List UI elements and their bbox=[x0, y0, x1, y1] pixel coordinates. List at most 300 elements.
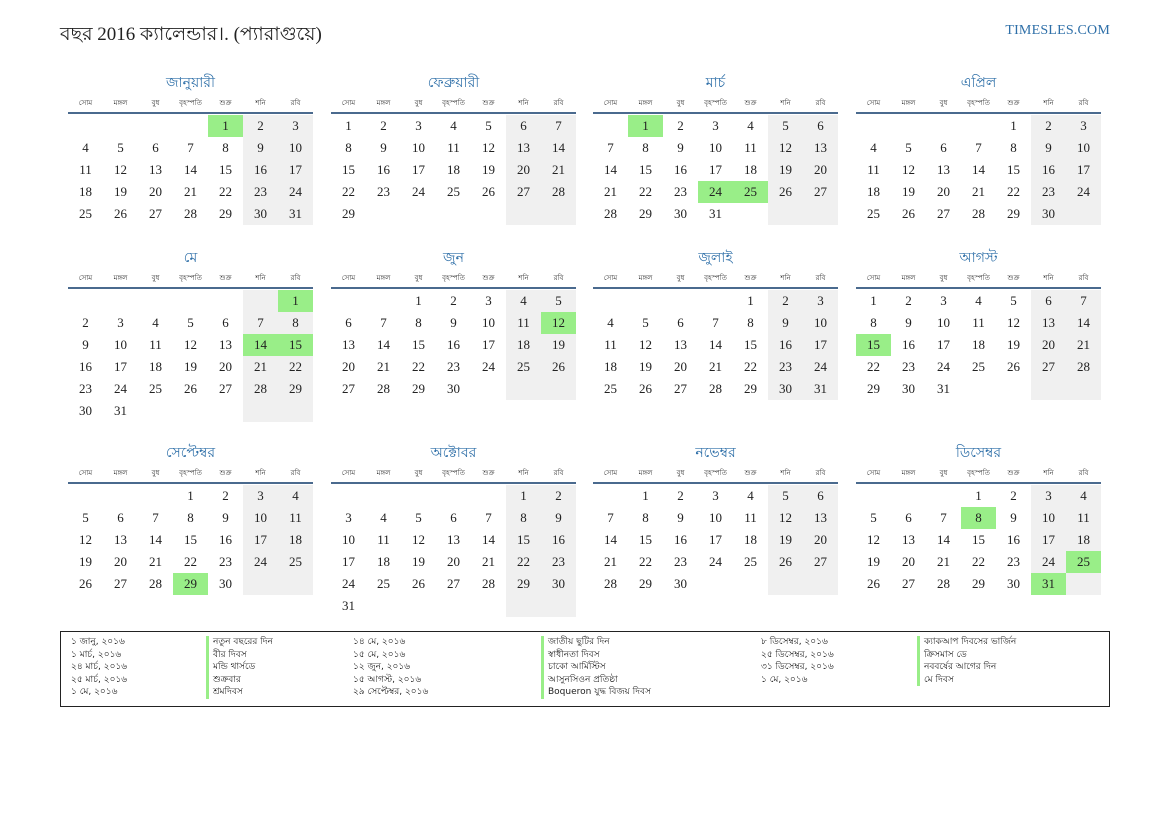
day-cell[interactable]: 26 bbox=[541, 356, 576, 378]
day-cell[interactable]: 18 bbox=[744, 532, 757, 547]
day-cell[interactable]: 12 bbox=[114, 162, 127, 177]
day-cell[interactable]: 2 bbox=[82, 315, 89, 330]
day-cell[interactable]: 1 bbox=[415, 293, 422, 308]
day-cell[interactable]: 28 bbox=[377, 381, 390, 396]
day-cell[interactable]: 10 bbox=[1066, 137, 1101, 159]
day-cell[interactable]: 6 bbox=[803, 485, 838, 507]
day-cell[interactable]: 27 bbox=[902, 576, 915, 591]
day-cell[interactable]: 7 bbox=[1066, 290, 1101, 312]
day-cell[interactable]: 6 bbox=[1031, 290, 1066, 312]
day-cell[interactable]: 29 bbox=[278, 378, 313, 400]
day-cell[interactable]: 8 bbox=[642, 510, 649, 525]
day-cell[interactable]: 1 bbox=[870, 293, 877, 308]
day-cell[interactable]: 5 bbox=[768, 485, 803, 507]
day-cell[interactable]: 19 bbox=[79, 554, 92, 569]
day-cell[interactable]: 22 bbox=[744, 359, 757, 374]
day-cell[interactable]: 29 bbox=[173, 573, 208, 595]
day-cell[interactable]: 21 bbox=[149, 554, 162, 569]
day-cell[interactable]: 21 bbox=[604, 184, 617, 199]
day-cell[interactable]: 20 bbox=[674, 359, 687, 374]
day-cell[interactable]: 8 bbox=[870, 315, 877, 330]
day-cell[interactable]: 10 bbox=[412, 140, 425, 155]
day-cell[interactable]: 27 bbox=[674, 381, 687, 396]
day-cell[interactable]: 8 bbox=[222, 140, 229, 155]
day-cell[interactable]: 10 bbox=[278, 137, 313, 159]
day-cell[interactable]: 26 bbox=[902, 206, 915, 221]
day-cell[interactable]: 16 bbox=[674, 532, 687, 547]
day-cell[interactable]: 19 bbox=[114, 184, 127, 199]
day-cell[interactable]: 3 bbox=[117, 315, 124, 330]
day-cell[interactable]: 19 bbox=[541, 334, 576, 356]
day-cell[interactable]: 18 bbox=[1066, 529, 1101, 551]
day-cell[interactable]: 20 bbox=[506, 159, 541, 181]
day-cell[interactable]: 15 bbox=[219, 162, 232, 177]
day-cell[interactable]: 15 bbox=[639, 532, 652, 547]
day-cell[interactable]: 17 bbox=[482, 337, 495, 352]
day-cell[interactable]: 27 bbox=[149, 206, 162, 221]
day-cell[interactable]: 28 bbox=[482, 576, 495, 591]
day-cell[interactable]: 9 bbox=[380, 140, 387, 155]
day-cell[interactable]: 9 bbox=[1010, 510, 1017, 525]
day-cell[interactable]: 27 bbox=[1031, 356, 1066, 378]
day-cell[interactable]: 21 bbox=[937, 554, 950, 569]
day-cell[interactable]: 26 bbox=[867, 576, 880, 591]
day-cell[interactable]: 24 bbox=[1031, 551, 1066, 573]
day-cell[interactable]: 27 bbox=[937, 206, 950, 221]
day-cell[interactable]: 9 bbox=[450, 315, 457, 330]
day-cell[interactable]: 23 bbox=[902, 359, 915, 374]
day-cell[interactable]: 25 bbox=[972, 359, 985, 374]
day-cell[interactable]: 17 bbox=[803, 334, 838, 356]
day-cell[interactable]: 8 bbox=[642, 140, 649, 155]
day-cell[interactable]: 8 bbox=[1010, 140, 1017, 155]
day-cell[interactable]: 18 bbox=[377, 554, 390, 569]
day-cell[interactable]: 1 bbox=[642, 488, 649, 503]
day-cell[interactable]: 25 bbox=[604, 381, 617, 396]
day-cell[interactable]: 7 bbox=[940, 510, 947, 525]
day-cell[interactable]: 4 bbox=[82, 140, 89, 155]
day-cell[interactable]: 16 bbox=[243, 159, 278, 181]
day-cell[interactable]: 3 bbox=[803, 290, 838, 312]
day-cell[interactable]: 14 bbox=[184, 162, 197, 177]
day-cell[interactable]: 17 bbox=[1031, 529, 1066, 551]
day-cell[interactable]: 16 bbox=[1031, 159, 1066, 181]
day-cell[interactable]: 15 bbox=[639, 162, 652, 177]
day-cell[interactable]: 2 bbox=[768, 290, 803, 312]
day-cell[interactable]: 7 bbox=[607, 140, 614, 155]
day-cell[interactable]: 16 bbox=[447, 337, 460, 352]
day-cell[interactable]: 25 bbox=[733, 181, 768, 203]
day-cell[interactable]: 2 bbox=[905, 293, 912, 308]
day-cell[interactable]: 14 bbox=[1066, 312, 1101, 334]
day-cell[interactable]: 12 bbox=[867, 532, 880, 547]
day-cell[interactable]: 23 bbox=[79, 381, 92, 396]
day-cell[interactable]: 17 bbox=[412, 162, 425, 177]
day-cell[interactable]: 3 bbox=[712, 488, 719, 503]
day-cell[interactable]: 8 bbox=[415, 315, 422, 330]
day-cell[interactable]: 26 bbox=[639, 381, 652, 396]
day-cell[interactable]: 30 bbox=[674, 206, 687, 221]
day-cell[interactable]: 2 bbox=[1010, 488, 1017, 503]
day-cell[interactable]: 20 bbox=[342, 359, 355, 374]
day-cell[interactable]: 23 bbox=[1007, 554, 1020, 569]
day-cell[interactable]: 19 bbox=[867, 554, 880, 569]
day-cell[interactable]: 23 bbox=[243, 181, 278, 203]
day-cell[interactable]: 8 bbox=[345, 140, 352, 155]
day-cell[interactable]: 15 bbox=[342, 162, 355, 177]
day-cell[interactable]: 17 bbox=[114, 359, 127, 374]
day-cell[interactable]: 17 bbox=[709, 532, 722, 547]
day-cell[interactable]: 12 bbox=[1007, 315, 1020, 330]
day-cell[interactable]: 30 bbox=[1007, 576, 1020, 591]
day-cell[interactable]: 9 bbox=[905, 315, 912, 330]
day-cell[interactable]: 13 bbox=[674, 337, 687, 352]
day-cell[interactable]: 14 bbox=[149, 532, 162, 547]
day-cell[interactable]: 11 bbox=[604, 337, 617, 352]
day-cell[interactable]: 4 bbox=[607, 315, 614, 330]
day-cell[interactable]: 13 bbox=[114, 532, 127, 547]
day-cell[interactable]: 21 bbox=[604, 554, 617, 569]
day-cell[interactable]: 21 bbox=[541, 159, 576, 181]
day-cell[interactable]: 20 bbox=[447, 554, 460, 569]
day-cell[interactable]: 21 bbox=[709, 359, 722, 374]
day-cell[interactable]: 16 bbox=[377, 162, 390, 177]
day-cell[interactable]: 13 bbox=[342, 337, 355, 352]
day-cell[interactable]: 6 bbox=[905, 510, 912, 525]
day-cell[interactable]: 13 bbox=[219, 337, 232, 352]
day-cell[interactable]: 29 bbox=[639, 576, 652, 591]
day-cell[interactable]: 2 bbox=[677, 118, 684, 133]
day-cell[interactable]: 25 bbox=[447, 184, 460, 199]
day-cell[interactable]: 20 bbox=[937, 184, 950, 199]
day-cell[interactable]: 11 bbox=[972, 315, 985, 330]
day-cell[interactable]: 25 bbox=[506, 356, 541, 378]
day-cell[interactable]: 9 bbox=[82, 337, 89, 352]
day-cell[interactable]: 27 bbox=[506, 181, 541, 203]
day-cell[interactable]: 9 bbox=[677, 510, 684, 525]
day-cell[interactable]: 18 bbox=[447, 162, 460, 177]
day-cell[interactable]: 8 bbox=[187, 510, 194, 525]
day-cell[interactable]: 29 bbox=[744, 381, 757, 396]
day-cell[interactable]: 13 bbox=[803, 137, 838, 159]
day-cell[interactable]: 21 bbox=[1066, 334, 1101, 356]
day-cell[interactable]: 24 bbox=[937, 359, 950, 374]
day-cell[interactable]: 11 bbox=[1066, 507, 1101, 529]
day-cell[interactable]: 23 bbox=[447, 359, 460, 374]
day-cell[interactable]: 31 bbox=[709, 206, 722, 221]
day-cell[interactable]: 28 bbox=[937, 576, 950, 591]
day-cell[interactable]: 10 bbox=[1031, 507, 1066, 529]
day-cell[interactable]: 28 bbox=[604, 576, 617, 591]
day-cell[interactable]: 12 bbox=[412, 532, 425, 547]
day-cell[interactable]: 17 bbox=[937, 337, 950, 352]
day-cell[interactable]: 24 bbox=[278, 181, 313, 203]
day-cell[interactable]: 6 bbox=[152, 140, 159, 155]
day-cell[interactable]: 18 bbox=[506, 334, 541, 356]
day-cell[interactable]: 2 bbox=[541, 485, 576, 507]
day-cell[interactable]: 10 bbox=[937, 315, 950, 330]
day-cell[interactable]: 24 bbox=[698, 181, 733, 203]
day-cell[interactable]: 26 bbox=[79, 576, 92, 591]
day-cell[interactable]: 17 bbox=[278, 159, 313, 181]
day-cell[interactable]: 7 bbox=[541, 115, 576, 137]
day-cell[interactable]: 23 bbox=[541, 551, 576, 573]
day-cell[interactable]: 13 bbox=[803, 507, 838, 529]
day-cell[interactable]: 12 bbox=[768, 137, 803, 159]
day-cell[interactable]: 10 bbox=[803, 312, 838, 334]
day-cell[interactable]: 29 bbox=[342, 206, 355, 221]
day-cell[interactable]: 9 bbox=[1031, 137, 1066, 159]
day-cell[interactable]: 14 bbox=[604, 162, 617, 177]
day-cell[interactable]: 11 bbox=[744, 510, 757, 525]
day-cell[interactable]: 20 bbox=[803, 529, 838, 551]
day-cell[interactable]: 3 bbox=[1031, 485, 1066, 507]
day-cell[interactable]: 28 bbox=[243, 378, 278, 400]
day-cell[interactable]: 9 bbox=[677, 140, 684, 155]
day-cell[interactable]: 13 bbox=[149, 162, 162, 177]
day-cell[interactable]: 7 bbox=[485, 510, 492, 525]
day-cell[interactable]: 4 bbox=[506, 290, 541, 312]
day-cell[interactable]: 27 bbox=[447, 576, 460, 591]
day-cell[interactable]: 27 bbox=[803, 181, 838, 203]
day-cell[interactable]: 26 bbox=[482, 184, 495, 199]
day-cell[interactable]: 1 bbox=[975, 488, 982, 503]
day-cell[interactable]: 24 bbox=[709, 554, 722, 569]
day-cell[interactable]: 23 bbox=[1031, 181, 1066, 203]
day-cell[interactable]: 29 bbox=[412, 381, 425, 396]
day-cell[interactable]: 8 bbox=[506, 507, 541, 529]
day-cell[interactable]: 31 bbox=[937, 381, 950, 396]
day-cell[interactable]: 27 bbox=[342, 381, 355, 396]
day-cell[interactable]: 11 bbox=[79, 162, 92, 177]
day-cell[interactable]: 5 bbox=[117, 140, 124, 155]
day-cell[interactable]: 4 bbox=[1066, 485, 1101, 507]
day-cell[interactable]: 21 bbox=[972, 184, 985, 199]
day-cell[interactable]: 27 bbox=[803, 551, 838, 573]
day-cell[interactable]: 28 bbox=[541, 181, 576, 203]
day-cell[interactable]: 11 bbox=[278, 507, 313, 529]
day-cell[interactable]: 10 bbox=[709, 510, 722, 525]
day-cell[interactable]: 11 bbox=[506, 312, 541, 334]
day-cell[interactable]: 18 bbox=[867, 184, 880, 199]
day-cell[interactable]: 3 bbox=[345, 510, 352, 525]
day-cell[interactable]: 7 bbox=[152, 510, 159, 525]
day-cell[interactable]: 5 bbox=[1010, 293, 1017, 308]
day-cell[interactable]: 6 bbox=[506, 115, 541, 137]
day-cell[interactable]: 28 bbox=[709, 381, 722, 396]
day-cell[interactable]: 15 bbox=[972, 532, 985, 547]
day-cell[interactable]: 12 bbox=[902, 162, 915, 177]
day-cell[interactable]: 12 bbox=[184, 337, 197, 352]
day-cell[interactable]: 3 bbox=[278, 115, 313, 137]
day-cell[interactable]: 1 bbox=[628, 115, 663, 137]
day-cell[interactable]: 31 bbox=[1031, 573, 1066, 595]
day-cell[interactable]: 22 bbox=[506, 551, 541, 573]
day-cell[interactable]: 14 bbox=[972, 162, 985, 177]
day-cell[interactable]: 8 bbox=[961, 507, 996, 529]
day-cell[interactable]: 7 bbox=[243, 312, 278, 334]
day-cell[interactable]: 31 bbox=[803, 378, 838, 400]
day-cell[interactable]: 5 bbox=[768, 115, 803, 137]
day-cell[interactable]: 5 bbox=[642, 315, 649, 330]
day-cell[interactable]: 1 bbox=[506, 485, 541, 507]
day-cell[interactable]: 19 bbox=[902, 184, 915, 199]
day-cell[interactable]: 14 bbox=[482, 532, 495, 547]
day-cell[interactable]: 17 bbox=[1066, 159, 1101, 181]
day-cell[interactable]: 3 bbox=[712, 118, 719, 133]
day-cell[interactable]: 23 bbox=[377, 184, 390, 199]
day-cell[interactable]: 11 bbox=[447, 140, 460, 155]
day-cell[interactable]: 20 bbox=[149, 184, 162, 199]
day-cell[interactable]: 14 bbox=[243, 334, 278, 356]
day-cell[interactable]: 9 bbox=[243, 137, 278, 159]
day-cell[interactable]: 19 bbox=[639, 359, 652, 374]
day-cell[interactable]: 19 bbox=[482, 162, 495, 177]
day-cell[interactable]: 11 bbox=[744, 140, 757, 155]
day-cell[interactable]: 15 bbox=[1007, 162, 1020, 177]
day-cell[interactable]: 29 bbox=[972, 576, 985, 591]
day-cell[interactable]: 27 bbox=[114, 576, 127, 591]
day-cell[interactable]: 1 bbox=[345, 118, 352, 133]
day-cell[interactable]: 5 bbox=[82, 510, 89, 525]
day-cell[interactable]: 14 bbox=[937, 532, 950, 547]
day-cell[interactable]: 3 bbox=[1066, 115, 1101, 137]
day-cell[interactable]: 1 bbox=[1010, 118, 1017, 133]
day-cell[interactable]: 23 bbox=[219, 554, 232, 569]
day-cell[interactable]: 22 bbox=[278, 356, 313, 378]
day-cell[interactable]: 7 bbox=[975, 140, 982, 155]
day-cell[interactable]: 9 bbox=[222, 510, 229, 525]
day-cell[interactable]: 24 bbox=[1066, 181, 1101, 203]
day-cell[interactable]: 20 bbox=[219, 359, 232, 374]
day-cell[interactable]: 19 bbox=[184, 359, 197, 374]
day-cell[interactable]: 22 bbox=[639, 554, 652, 569]
day-cell[interactable]: 15 bbox=[184, 532, 197, 547]
day-cell[interactable]: 13 bbox=[937, 162, 950, 177]
day-cell[interactable]: 18 bbox=[744, 162, 757, 177]
day-cell[interactable]: 22 bbox=[219, 184, 232, 199]
day-cell[interactable]: 30 bbox=[902, 381, 915, 396]
day-cell[interactable]: 15 bbox=[412, 337, 425, 352]
day-cell[interactable]: 6 bbox=[117, 510, 124, 525]
day-cell[interactable]: 20 bbox=[114, 554, 127, 569]
day-cell[interactable]: 8 bbox=[278, 312, 313, 334]
day-cell[interactable]: 4 bbox=[278, 485, 313, 507]
day-cell[interactable]: 6 bbox=[450, 510, 457, 525]
day-cell[interactable]: 25 bbox=[1066, 551, 1101, 573]
day-cell[interactable]: 13 bbox=[447, 532, 460, 547]
day-cell[interactable]: 11 bbox=[149, 337, 162, 352]
day-cell[interactable]: 5 bbox=[187, 315, 194, 330]
day-cell[interactable]: 21 bbox=[482, 554, 495, 569]
day-cell[interactable]: 10 bbox=[482, 315, 495, 330]
day-cell[interactable]: 18 bbox=[972, 337, 985, 352]
day-cell[interactable]: 28 bbox=[604, 206, 617, 221]
day-cell[interactable]: 30 bbox=[1031, 203, 1066, 225]
day-cell[interactable]: 4 bbox=[975, 293, 982, 308]
day-cell[interactable]: 26 bbox=[114, 206, 127, 221]
day-cell[interactable]: 23 bbox=[674, 184, 687, 199]
day-cell[interactable]: 3 bbox=[940, 293, 947, 308]
day-cell[interactable]: 30 bbox=[219, 576, 232, 591]
day-cell[interactable]: 24 bbox=[803, 356, 838, 378]
day-cell[interactable]: 13 bbox=[902, 532, 915, 547]
day-cell[interactable]: 1 bbox=[747, 293, 754, 308]
day-cell[interactable]: 10 bbox=[243, 507, 278, 529]
day-cell[interactable]: 3 bbox=[243, 485, 278, 507]
day-cell[interactable]: 16 bbox=[219, 532, 232, 547]
day-cell[interactable]: 5 bbox=[541, 290, 576, 312]
day-cell[interactable]: 19 bbox=[412, 554, 425, 569]
day-cell[interactable]: 30 bbox=[541, 573, 576, 595]
day-cell[interactable]: 17 bbox=[243, 529, 278, 551]
day-cell[interactable]: 5 bbox=[415, 510, 422, 525]
day-cell[interactable]: 24 bbox=[342, 576, 355, 591]
site-brand-link[interactable]: TIMESLES.COM bbox=[1005, 23, 1110, 38]
day-cell[interactable]: 5 bbox=[485, 118, 492, 133]
day-cell[interactable]: 24 bbox=[412, 184, 425, 199]
day-cell[interactable]: 14 bbox=[604, 532, 617, 547]
day-cell[interactable]: 15 bbox=[506, 529, 541, 551]
day-cell[interactable]: 6 bbox=[677, 315, 684, 330]
day-cell[interactable]: 28 bbox=[1066, 356, 1101, 378]
day-cell[interactable]: 25 bbox=[377, 576, 390, 591]
day-cell[interactable]: 24 bbox=[114, 381, 127, 396]
day-cell[interactable]: 11 bbox=[867, 162, 880, 177]
day-cell[interactable]: 25 bbox=[278, 551, 313, 573]
day-cell[interactable]: 15 bbox=[856, 334, 891, 356]
day-cell[interactable]: 2 bbox=[1031, 115, 1066, 137]
day-cell[interactable]: 31 bbox=[114, 403, 127, 418]
day-cell[interactable]: 16 bbox=[79, 359, 92, 374]
day-cell[interactable]: 22 bbox=[184, 554, 197, 569]
day-cell[interactable]: 29 bbox=[219, 206, 232, 221]
day-cell[interactable]: 21 bbox=[184, 184, 197, 199]
day-cell[interactable]: 10 bbox=[709, 140, 722, 155]
day-cell[interactable]: 15 bbox=[744, 337, 757, 352]
day-cell[interactable]: 7 bbox=[380, 315, 387, 330]
day-cell[interactable]: 26 bbox=[412, 576, 425, 591]
day-cell[interactable]: 24 bbox=[482, 359, 495, 374]
day-cell[interactable]: 12 bbox=[482, 140, 495, 155]
day-cell[interactable]: 19 bbox=[768, 159, 803, 181]
day-cell[interactable]: 2 bbox=[380, 118, 387, 133]
day-cell[interactable]: 28 bbox=[184, 206, 197, 221]
day-cell[interactable]: 26 bbox=[768, 181, 803, 203]
day-cell[interactable]: 31 bbox=[278, 203, 313, 225]
day-cell[interactable]: 26 bbox=[184, 381, 197, 396]
day-cell[interactable]: 10 bbox=[342, 532, 355, 547]
day-cell[interactable]: 16 bbox=[902, 337, 915, 352]
day-cell[interactable]: 14 bbox=[709, 337, 722, 352]
day-cell[interactable]: 30 bbox=[79, 403, 92, 418]
day-cell[interactable]: 16 bbox=[674, 162, 687, 177]
day-cell[interactable]: 29 bbox=[1007, 206, 1020, 221]
day-cell[interactable]: 18 bbox=[604, 359, 617, 374]
day-cell[interactable]: 4 bbox=[380, 510, 387, 525]
day-cell[interactable]: 9 bbox=[768, 312, 803, 334]
day-cell[interactable]: 22 bbox=[412, 359, 425, 374]
day-cell[interactable]: 26 bbox=[768, 551, 803, 573]
day-cell[interactable]: 11 bbox=[377, 532, 390, 547]
day-cell[interactable]: 19 bbox=[768, 529, 803, 551]
day-cell[interactable]: 1 bbox=[278, 290, 313, 312]
day-cell[interactable]: 13 bbox=[1031, 312, 1066, 334]
day-cell[interactable]: 6 bbox=[345, 315, 352, 330]
day-cell[interactable]: 1 bbox=[208, 115, 243, 137]
day-cell[interactable]: 4 bbox=[747, 118, 754, 133]
day-cell[interactable]: 3 bbox=[415, 118, 422, 133]
